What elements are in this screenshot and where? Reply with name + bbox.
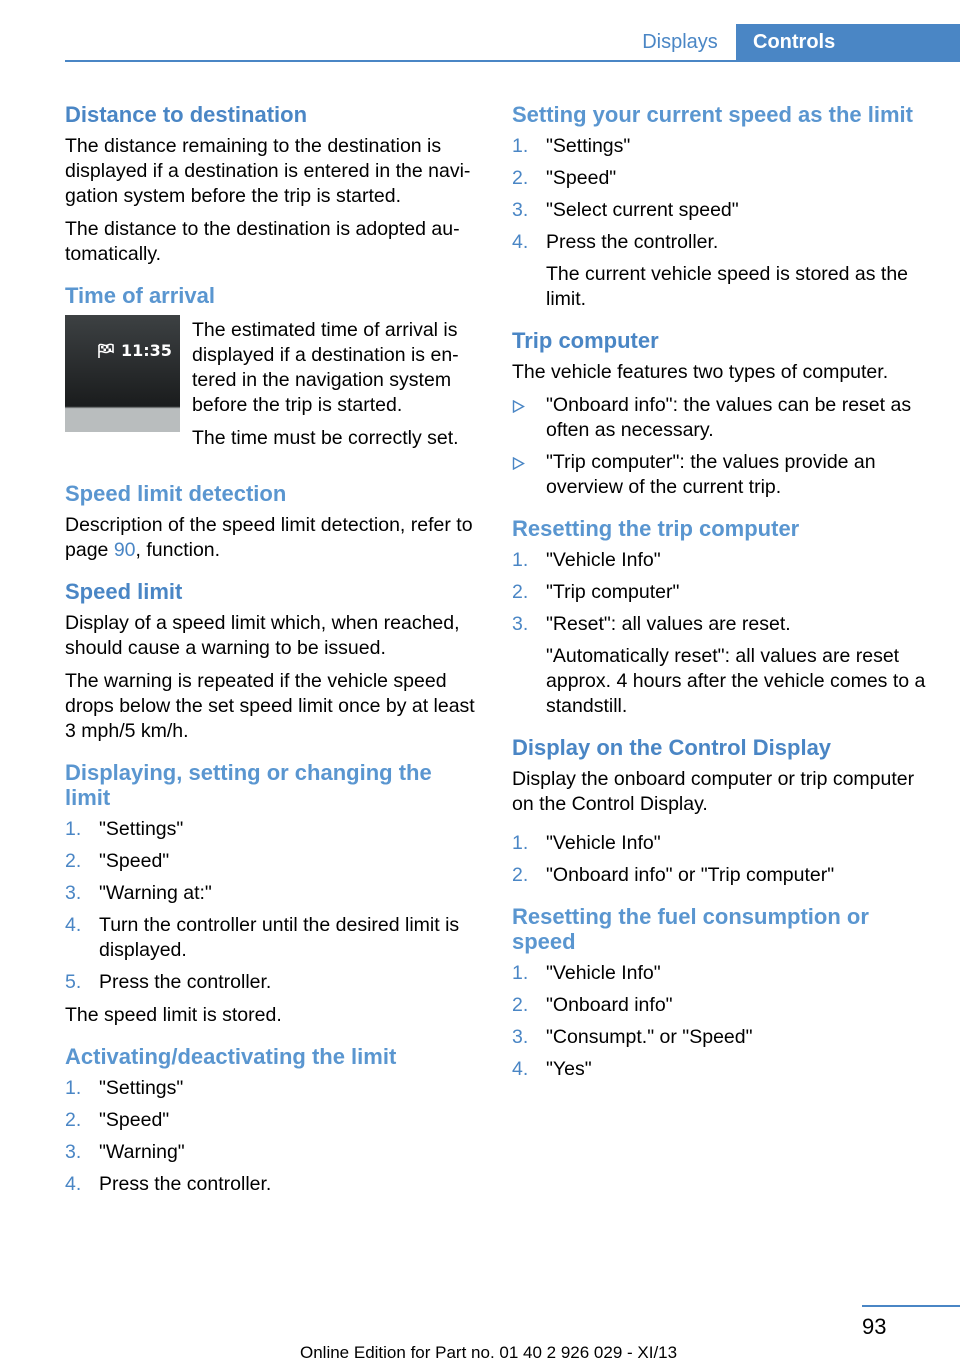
- current-speed-limit-heading: Setting your current speed as the limit: [512, 102, 913, 127]
- step-number: 3.: [65, 1141, 82, 1163]
- bullet-triangle-icon: [512, 393, 546, 443]
- detection-text-before: Description of the speed limit detection, refer to page: [65, 514, 473, 561]
- detection-text-after: , function.: [135, 539, 221, 561]
- step-text: [546, 230, 937, 312]
- step-number: 1.: [512, 962, 529, 984]
- step-number: 2.: [512, 581, 529, 603]
- step-continuation: "Automatically reset": all values are reset approx. 4 hours after the vehicle comes to a standstill.: [546, 645, 926, 717]
- step-text: "Vehicle Info": [546, 962, 661, 984]
- trip-computer-paragraph: The vehicle features two types of computer.: [512, 361, 889, 383]
- step-continuation: The current vehicle speed is stored as the limit.: [546, 263, 909, 310]
- step-text: "Vehicle Info": [546, 832, 661, 854]
- list-item: [512, 134, 937, 159]
- step-text: "Settings": [99, 818, 184, 840]
- list-item: [512, 230, 937, 312]
- step-number: 1.: [512, 549, 529, 571]
- footer-rule: [862, 1305, 960, 1307]
- activating-limit-heading: Activating/deactivating the limit: [65, 1044, 397, 1069]
- reset-trip-steps: [512, 548, 937, 719]
- step-text: "Speed": [546, 167, 617, 189]
- list-item: [65, 970, 480, 995]
- list-item: [65, 849, 480, 874]
- step-text: Press the controller.: [99, 1173, 272, 1195]
- list-item: [512, 961, 937, 986]
- speed-limit-paragraph-2: The warning is repeated if the vehicle speed drops below the set speed limit once by at least 3 mph/5 km/h.: [65, 670, 475, 742]
- step-text: "Speed": [99, 850, 170, 872]
- activating-limit-steps: [65, 1076, 480, 1197]
- step-number: 1.: [65, 818, 82, 840]
- step-text: "Warning at:": [99, 882, 212, 904]
- step-number: 4.: [512, 231, 529, 253]
- step-number: 3.: [65, 882, 82, 904]
- step-number: 5.: [65, 971, 82, 993]
- bullet-text: "Onboard info": the values can be reset as often as necessary.: [546, 394, 912, 441]
- list-item: [512, 831, 937, 856]
- arrival-time-value: 11:35: [121, 341, 172, 360]
- step-main-text: "Reset": all values are reset.: [546, 613, 791, 635]
- step-number: 4.: [65, 914, 82, 936]
- list-item: [512, 450, 937, 500]
- step-text: "Onboard info" or "Trip computer": [546, 864, 835, 886]
- list-item: [512, 393, 937, 443]
- bullet-text: "Trip computer": the values provide an overview of the current trip.: [546, 451, 876, 498]
- distance-paragraph-2: The distance to the destination is adopted automatically.: [65, 218, 460, 265]
- trip-computer-bullets: [512, 393, 937, 500]
- list-item: [65, 881, 480, 906]
- bullet-triangle-icon: [512, 450, 546, 500]
- display-paragraph: Display the onboard computer or trip computer on the Control Display.: [512, 768, 915, 815]
- step-number: 2.: [512, 994, 529, 1016]
- step-number: 2.: [512, 864, 529, 886]
- list-item: [65, 817, 480, 842]
- page-reference-link[interactable]: 90: [113, 539, 136, 561]
- step-number: 3.: [512, 1026, 529, 1048]
- list-item: [512, 1057, 937, 1082]
- page-number: 93: [862, 1314, 887, 1339]
- right-column: [512, 102, 937, 1090]
- distance-to-destination-heading: Distance to destination: [65, 102, 308, 127]
- step-text: "Onboard info": [546, 994, 673, 1016]
- distance-paragraph-1: The distance remaining to the destination is displayed if a destination is entered in the navigation system before the trip is started.: [65, 135, 471, 207]
- step-text: Press the controller.: [99, 971, 272, 993]
- list-item: [512, 548, 937, 573]
- step-text: "Warning": [99, 1141, 185, 1163]
- list-item: [512, 198, 937, 223]
- step-text: "Settings": [546, 135, 631, 157]
- edition-footer: Online Edition for Part no. 01 40 2 926 029 - XI/13: [300, 1343, 678, 1362]
- speed-limit-detection-paragraph: [65, 513, 480, 563]
- step-text: "Speed": [99, 1109, 170, 1131]
- list-item: [512, 863, 937, 888]
- step-text: "Select current speed": [546, 199, 739, 221]
- arrival-time-display-image: [65, 315, 180, 432]
- step-number: 3.: [512, 199, 529, 221]
- current-speed-steps: [512, 134, 937, 312]
- speed-limit-paragraph-1: Display of a speed limit which, when reached, should cause a warning to be issued.: [65, 612, 460, 659]
- step-text: Turn the controller until the desired limit is displayed.: [99, 914, 460, 961]
- display-on-control-display-heading: Display on the Control Display: [512, 735, 832, 760]
- setting-limit-heading: Displaying, setting or changing the limit: [65, 760, 432, 810]
- list-item: [512, 580, 937, 605]
- step-number: 2.: [65, 850, 82, 872]
- speed-limit-heading: Speed limit: [65, 579, 183, 604]
- step-text: "Vehicle Info": [546, 549, 661, 571]
- arrival-time-readout: [97, 341, 172, 360]
- step-text: "Settings": [99, 1077, 184, 1099]
- time-of-arrival-heading: Time of arrival: [65, 283, 215, 308]
- list-item: [65, 913, 480, 963]
- setting-limit-steps: [65, 817, 480, 995]
- arrival-text: [192, 318, 480, 459]
- tab-controls[interactable]: Controls: [736, 24, 960, 61]
- step-number: 1.: [512, 135, 529, 157]
- list-item: [512, 166, 937, 191]
- step-number: 1.: [65, 1077, 82, 1099]
- step-number: 4.: [512, 1058, 529, 1080]
- display-steps: [512, 831, 937, 888]
- arrival-section: [65, 318, 480, 459]
- step-number: 3.: [512, 613, 529, 635]
- list-item: [65, 1140, 480, 1165]
- list-item: [512, 612, 937, 719]
- resetting-trip-computer-heading: Resetting the trip computer: [512, 516, 800, 541]
- list-item: [512, 1025, 937, 1050]
- step-text: "Consumpt." or "Speed": [546, 1026, 753, 1048]
- resetting-fuel-consumption-heading: Resetting the fuel consumption or speed: [512, 904, 869, 954]
- step-text: "Yes": [546, 1058, 592, 1080]
- step-text: [546, 612, 937, 719]
- step-number: 2.: [512, 167, 529, 189]
- step-number: 1.: [512, 832, 529, 854]
- arrival-paragraph-2: The time must be correctly set.: [192, 427, 459, 449]
- step-text: "Trip computer": [546, 581, 680, 603]
- step-number: 4.: [65, 1173, 82, 1195]
- list-item: [65, 1172, 480, 1197]
- step-number: 2.: [65, 1109, 82, 1131]
- left-column: [65, 102, 480, 1205]
- trip-computer-heading: Trip computer: [512, 328, 659, 353]
- speed-limit-detection-heading: Speed limit detection: [65, 481, 287, 506]
- setting-limit-result: The speed limit is stored.: [65, 1004, 282, 1026]
- list-item: [65, 1076, 480, 1101]
- tab-displays[interactable]: Displays: [642, 31, 718, 53]
- arrival-paragraph-1: The estimated time of arrival is displayed if a destination is entered in the navigation system before the trip is started.: [192, 319, 459, 416]
- fuel-reset-steps: [512, 961, 937, 1082]
- list-item: [512, 993, 937, 1018]
- list-item: [65, 1108, 480, 1133]
- step-main-text: Press the controller.: [546, 231, 719, 253]
- flag-icon: [97, 343, 115, 359]
